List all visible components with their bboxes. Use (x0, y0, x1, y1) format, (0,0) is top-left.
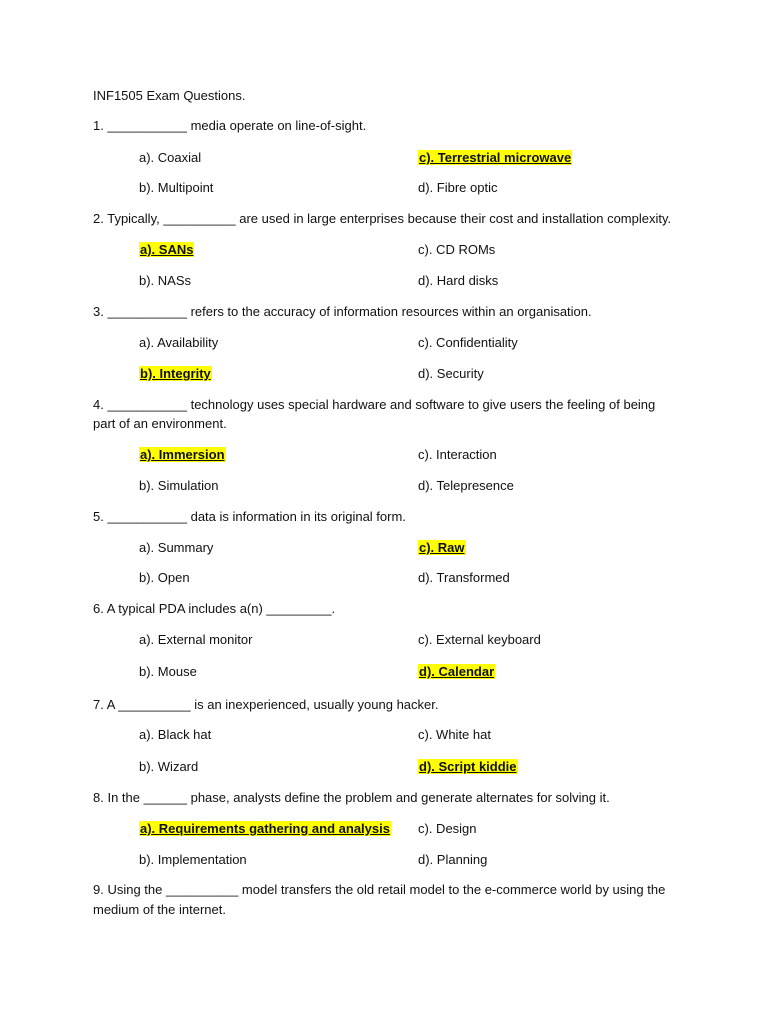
option-label: c). Design (418, 821, 477, 836)
answer-option-d (418, 759, 518, 775)
answer-option-a (139, 242, 194, 258)
option-label: b). Multipoint (139, 180, 214, 195)
answer-option-b (139, 664, 197, 680)
option-label: d). Planning (418, 852, 488, 867)
answer-option-b (139, 759, 198, 775)
option-label: b). Simulation (139, 478, 219, 493)
option-label: b). Wizard (139, 759, 199, 774)
option-label: a). Coaxial (139, 150, 202, 165)
document-title: INF1505 Exam Questions. (93, 88, 246, 103)
option-label: b). Mouse (139, 664, 197, 679)
answer-option-a (139, 821, 391, 837)
option-label: a). Black hat (139, 727, 212, 742)
option-label: d). Security (418, 366, 484, 381)
option-label: b). Open (139, 570, 190, 585)
answer-option-c (418, 821, 477, 837)
answer-option-d (418, 570, 510, 586)
answer-option-d (418, 273, 498, 289)
option-label: c). Interaction (418, 447, 497, 462)
question-text: 6. A typical PDA includes a(n) _________. (93, 601, 336, 616)
answer-option-d (418, 664, 495, 680)
answer-option-c (418, 242, 495, 258)
answer-option-b (139, 570, 190, 586)
answer-option-a (139, 335, 218, 351)
option-label: c). CD ROMs (418, 242, 496, 257)
question-text: 8. In the ______ phase, analysts define the problem and generate alternates for solving it. (93, 790, 610, 805)
option-label: a). External monitor (139, 632, 253, 647)
question-text: 7. A __________ is an inexperienced, usually young hacker. (93, 697, 439, 712)
option-label: a). Summary (139, 540, 214, 555)
answer-option-d (418, 478, 514, 494)
correct-answer-highlight: c). Terrestrial microwave (419, 150, 572, 165)
question-text: part of an environment. (93, 416, 227, 431)
answer-option-c (418, 150, 572, 166)
option-label: c). White hat (418, 727, 491, 742)
correct-answer-highlight: d). Script kiddie (419, 759, 517, 774)
option-label: d). Transformed (418, 570, 510, 585)
option-label: d). Fibre optic (418, 180, 498, 195)
option-label: c). External keyboard (418, 632, 541, 647)
answer-option-c (418, 447, 497, 463)
correct-answer-highlight: a). SANs (140, 242, 194, 257)
answer-option-b (139, 478, 218, 494)
option-label: d). Telepresence (418, 478, 514, 493)
correct-answer-highlight: a). Immersion (140, 447, 225, 462)
answer-option-c (418, 335, 518, 351)
option-label: d). Hard disks (418, 273, 499, 288)
answer-option-a (139, 447, 226, 463)
option-label: b). NASs (139, 273, 192, 288)
option-label: a). Availability (139, 335, 219, 350)
answer-option-c (418, 540, 466, 556)
answer-option-b (139, 852, 247, 868)
question-text: medium of the internet. (93, 902, 226, 917)
answer-option-a (139, 632, 252, 648)
correct-answer-highlight: c). Raw (419, 540, 465, 555)
correct-answer-highlight: a). Requirements gathering and analysis (140, 821, 390, 836)
question-text: 1. ___________ media operate on line-of-sight. (93, 118, 367, 133)
answer-option-b (139, 180, 213, 196)
answer-option-d (418, 852, 487, 868)
question-text: 9. Using the __________ model transfers the old retail model to the e-commerce world by using the (93, 882, 666, 897)
correct-answer-highlight: d). Calendar (419, 664, 495, 679)
answer-option-d (418, 180, 497, 196)
answer-option-a (139, 150, 201, 166)
answer-option-d (418, 366, 484, 382)
answer-option-c (418, 632, 541, 648)
answer-option-c (418, 727, 491, 743)
answer-option-b (139, 366, 212, 382)
question-text: 3. ___________ refers to the accuracy of information resources within an organisation. (93, 304, 592, 319)
answer-option-a (139, 727, 211, 743)
question-text: 4. ___________ technology uses special hardware and software to give users the feeling of being (93, 397, 656, 412)
answer-option-a (139, 540, 213, 556)
answer-option-b (139, 273, 191, 289)
correct-answer-highlight: b). Integrity (140, 366, 211, 381)
option-label: c). Confidentiality (418, 335, 518, 350)
option-label: b). Implementation (139, 852, 247, 867)
question-text: 5. ___________ data is information in its original form. (93, 509, 406, 524)
question-text: 2. Typically, __________ are used in large enterprises because their cost and installation complexity. (93, 211, 672, 226)
